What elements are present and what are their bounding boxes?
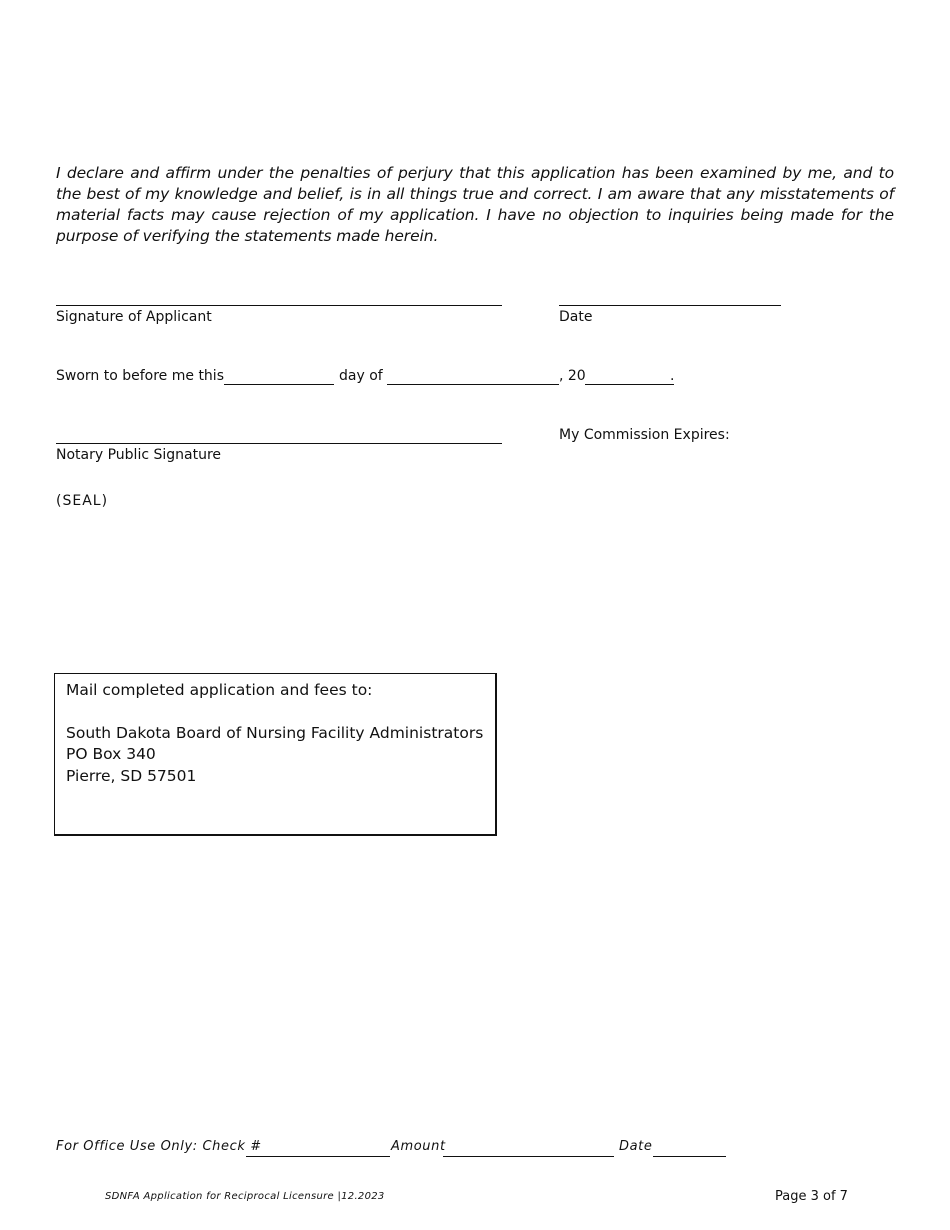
year-prefix: , 20 bbox=[559, 368, 586, 384]
mail-address-line-2: Pierre, SD 57501 bbox=[66, 767, 197, 785]
notary-signature-line[interactable] bbox=[56, 443, 502, 444]
sworn-prefix: Sworn to before me this bbox=[56, 368, 224, 384]
mail-address-line-1: PO Box 340 bbox=[66, 745, 156, 763]
day-of-text: day of bbox=[339, 368, 383, 384]
commission-expires-label: My Commission Expires: bbox=[559, 427, 730, 443]
mailing-address-box bbox=[54, 673, 497, 836]
sworn-period: . bbox=[670, 368, 675, 384]
office-use-prefix: For Office Use Only: Check # bbox=[56, 1139, 262, 1154]
seal-label: (SEAL) bbox=[56, 493, 109, 509]
date-line[interactable] bbox=[559, 305, 781, 306]
sworn-month-line[interactable] bbox=[387, 384, 559, 385]
perjury-declaration: I declare and affirm under the penalties of perjury that this application has been examined by me, and to the best of my knowledge and belief, is in all things true and correct. I am aware that any misstatements of material facts may cause rejection of my application. I have no objection to inquiries being made for the purpose of verifying the statements made herein. bbox=[56, 164, 894, 245]
notary-signature-label: Notary Public Signature bbox=[56, 447, 222, 463]
sworn-day-line[interactable] bbox=[224, 384, 334, 385]
mail-heading: Mail completed application and fees to: bbox=[66, 681, 373, 699]
office-amount-label: Amount bbox=[391, 1139, 446, 1154]
office-date-line[interactable] bbox=[653, 1156, 726, 1157]
applicant-signature-label: Signature of Applicant bbox=[56, 309, 212, 325]
sworn-year-line[interactable] bbox=[585, 384, 674, 385]
check-number-line[interactable] bbox=[246, 1156, 390, 1157]
mail-organization: South Dakota Board of Nursing Facility Administrators bbox=[66, 724, 484, 742]
page-number: Page 3 of 7 bbox=[775, 1189, 848, 1204]
office-date-label: Date bbox=[619, 1139, 653, 1154]
applicant-signature-line[interactable] bbox=[56, 305, 502, 306]
form-identifier: SDNFA Application for Reciprocal Licensure |12.2023 bbox=[105, 1191, 385, 1202]
date-label: Date bbox=[559, 309, 593, 325]
amount-line[interactable] bbox=[443, 1156, 614, 1157]
